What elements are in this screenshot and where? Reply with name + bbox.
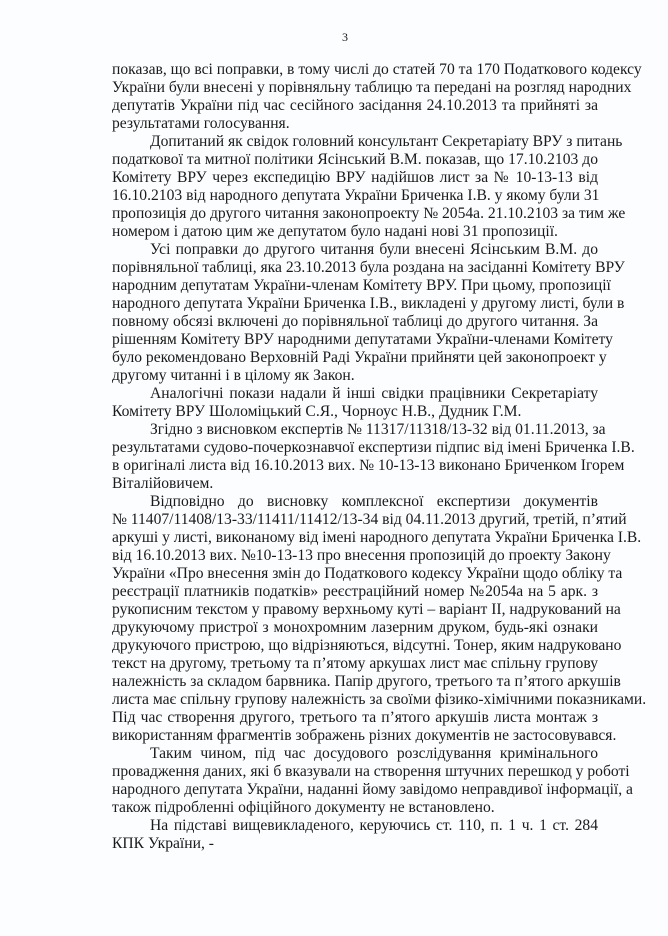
text-line: Віталійовичем.: [112, 475, 214, 492]
text-line: України були внесені у порівняльну таблицю та передані на розгляд народних: [112, 79, 632, 96]
text-line: Таким чином, під час досудового розслідування кримінального: [150, 745, 598, 762]
text-line: аркуші у листі, виконаному від імені народного депутата України Бриченка І.В.: [112, 529, 642, 546]
text-line: Комітету ВРУ через експедицію ВРУ надійшов лист за № 10-13-13 від: [112, 169, 598, 186]
paragraph: [112, 817, 598, 853]
paragraph: [112, 745, 633, 817]
text-line: Аналогічні покази надали й інші свідки працівники Секретаріату: [150, 385, 598, 402]
text-line: другому читанні і в цілому як Закон.: [112, 367, 355, 384]
paragraph: [112, 241, 625, 385]
text-line: реєстрації платників податків» реєстраційний номер №2054а на 5 арк. з: [112, 583, 598, 600]
text-line: народним депутатам України-членам Комітету ВРУ. При цьому, пропозиції: [112, 277, 611, 294]
paragraph: [112, 133, 626, 241]
text-line: також підробленні офіційного документу не встановлено.: [112, 799, 495, 816]
text-line: № 11407/11408/13-33/11411/11412/13-34 від 04.11.2013 другий, третій, п’ятий: [112, 511, 627, 528]
text-line: Усі поправки до другого читання були внесені Ясінським В.М. до: [150, 241, 598, 258]
text-line: рішенням Комітету ВРУ народними депутатами України-членами Комітету: [112, 331, 613, 348]
text-line: використанням фрагментів зображень різних документів не застосовувався.: [112, 727, 617, 744]
text-line: 16.10.2103 від народного депутата України Бриченка І.В. у якому були 31: [112, 187, 600, 204]
text-line: народного депутата України, наданні йому завідомо неправдивої інформації, а: [112, 781, 633, 798]
page-number: 3: [342, 30, 348, 44]
paragraph: [112, 61, 642, 133]
text-line: було рекомендовано Верховній Раді України прийняти цей законопроект у: [112, 349, 607, 366]
text-line: рукописним текстом у правому верхньому куті – варіант II, надрукований на: [112, 601, 621, 618]
text-line: Допитаний як свідок головний консультант Секретаріату ВРУ з питань: [150, 133, 623, 150]
text-line: друкуючого пристрою, що відрізняються, відсутні. Тонер, яким надруковано: [112, 637, 622, 654]
text-line: листа має спільну групову належність за своїми фізико-хімічними показниками.: [112, 691, 647, 708]
text-line: належність за складом барвника. Папір другого, третього та п’ятого аркушів: [112, 673, 621, 690]
text-line: текст на другому, третьому та п’ятому аркушах лист має спільну групову: [112, 655, 598, 672]
text-line: податкової та митної політики Ясінський В.М. показав, що 17.10.2103 до: [112, 151, 598, 168]
text-line: України «Про внесення змін до Податкового кодексу України щодо обліку та: [112, 565, 623, 582]
document-body: [112, 61, 647, 853]
text-line: в оригіналі листа від 16.10.2013 вих. № 10-13-13 виконано Бриченком Ігорем: [112, 457, 625, 474]
text-line: На підставі вищевикладеного, керуючись ст. 110, п. 1 ч. 1 ст. 284: [150, 817, 598, 834]
text-line: пропозиція до другого читання законопроекту № 2054а. 21.10.2103 за тим же: [112, 205, 626, 222]
text-line: номером і датою цим же депутатом було надані нові 31 пропозиції.: [112, 223, 558, 240]
text-line: порівняльної таблиці, яка 23.10.2013 була роздана на засіданні Комітету ВРУ: [112, 259, 625, 276]
text-line: друкуючому пристрої з монохромним лазерним друком, будь-які ознаки: [112, 619, 598, 636]
text-line: провадження даних, які б вказували на створення штучних перешкод у роботі: [112, 763, 630, 780]
text-line: Згідно з висновком експертів № 11317/11318/13-32 від 01.11.2013, за: [150, 421, 606, 438]
paragraph: [112, 421, 635, 493]
text-line: Під час створення другого, третього та п’ятого аркушів листа монтаж з: [112, 709, 598, 726]
text-line: показав, що всі поправки, в тому числі до статей 70 та 170 Податкового кодексу: [112, 61, 642, 78]
paragraph: [112, 385, 598, 421]
text-line: повному обсязі включені до порівняльної таблиці до другого читання. За: [112, 313, 598, 330]
text-line: народного депутата України Бриченка І.В., викладені у другому листі, були в: [112, 295, 625, 312]
text-line: результатами судово-почеркознавчої експертизи підпис від імені Бриченка І.В.: [112, 439, 635, 456]
paragraph: [112, 493, 647, 745]
text-line: КПК України, -: [112, 835, 214, 852]
text-line: результатами голосування.: [112, 115, 290, 132]
text-line: депутатів України під час сесійного засідання 24.10.2013 та прийняті за: [112, 97, 598, 114]
text-line: Відповідно до висновку комплексної експертизи документів: [150, 493, 598, 510]
text-line: Комітету ВРУ Шоломіцький С.Я., Чорноус Н.В., Дудник Г.М.: [112, 403, 522, 420]
text-line: від 16.10.2013 вих. №10-13-13 про внесення пропозицій до проекту Закону: [112, 547, 611, 564]
